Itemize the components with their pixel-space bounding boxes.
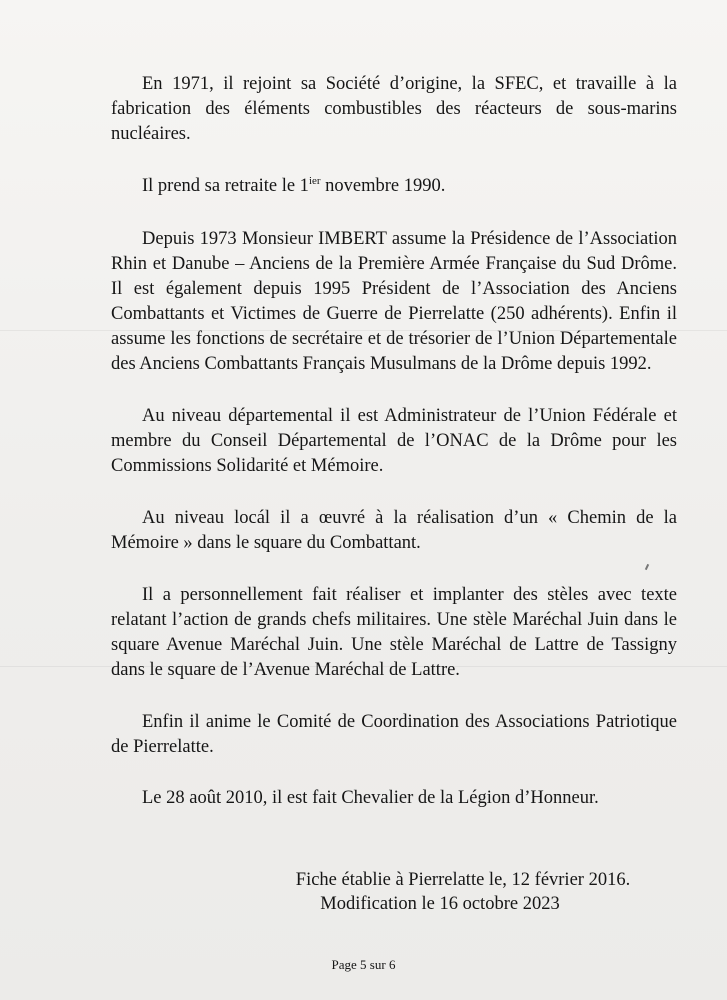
paragraph [111, 710, 677, 760]
paragraph-text: Enfin il anime le Comité de Coordination des Associations Patriotique de Pierrelatte. [111, 712, 677, 757]
retirement-text: Il prend sa retraite le 1 [142, 176, 309, 196]
paragraph-text: Depuis 1973 Monsieur IMBERT assume la Présidence de l’Association Rhin et Danube – Anciens de la Première Armée Française du Sud Drôme. Il est également depuis 1995 Président de l’Association des Anciens Combattants et Victimes de Guerre de Pierrelatte (250 adhérents). Enfin il assume les fonctions de secrétaire et de trésorier de l’Union Départementale des Anciens Combattants Français Musulmans de la Drôme depuis 1992. [111, 229, 677, 374]
paragraph [111, 506, 677, 556]
page-number: Page 5 sur 6 [331, 957, 396, 972]
ordinal-superscript: ier [308, 174, 321, 187]
modification-date-line: Modification le 16 octobre 2023 [320, 894, 560, 914]
paragraph-text: Au niveau départemental il est Administrateur de l’Union Fédérale et membre du Conseil Départemental de l’ONAC de la Drôme pour les Commissions Solidarité et Mémoire. [111, 406, 677, 476]
document-body [111, 72, 677, 811]
paragraph-text: Il a personnellement fait réaliser et implanter des stèles avec texte relatant l’action de grands chefs militaires. Une stèle Maréchal Juin dans le square Avenue Maréchal Juin. Une stèle Maréchal de Lattre de Tassigny dans le square de l’Avenue Maréchal de Lattre. [111, 585, 677, 680]
paragraph [111, 786, 677, 811]
paragraph [111, 583, 677, 683]
paragraph-text: En 1971, il rejoint sa Société d’origine, la SFEC, et travaille à la fabrication des éléments combustibles des réacteurs de sous-marins nucléaires. [111, 74, 677, 144]
paragraph [111, 404, 677, 479]
paragraph [111, 227, 677, 377]
paragraph-text: Au niveau locál il a œuvré à la réalisation d’un « Chemin de la Mémoire » dans le square du Combattant. [111, 508, 677, 553]
signature-block [200, 868, 680, 916]
retirement-date: novembre 1990. [320, 176, 446, 196]
paragraph-text: Le 28 août 2010, il est fait Chevalier de la Légion d’Honneur. [142, 788, 599, 808]
issue-date-line: Fiche établie à Pierrelatte le, 12 février 2016. [295, 870, 631, 890]
paragraph [111, 72, 677, 147]
paragraph-retirement [111, 174, 677, 199]
